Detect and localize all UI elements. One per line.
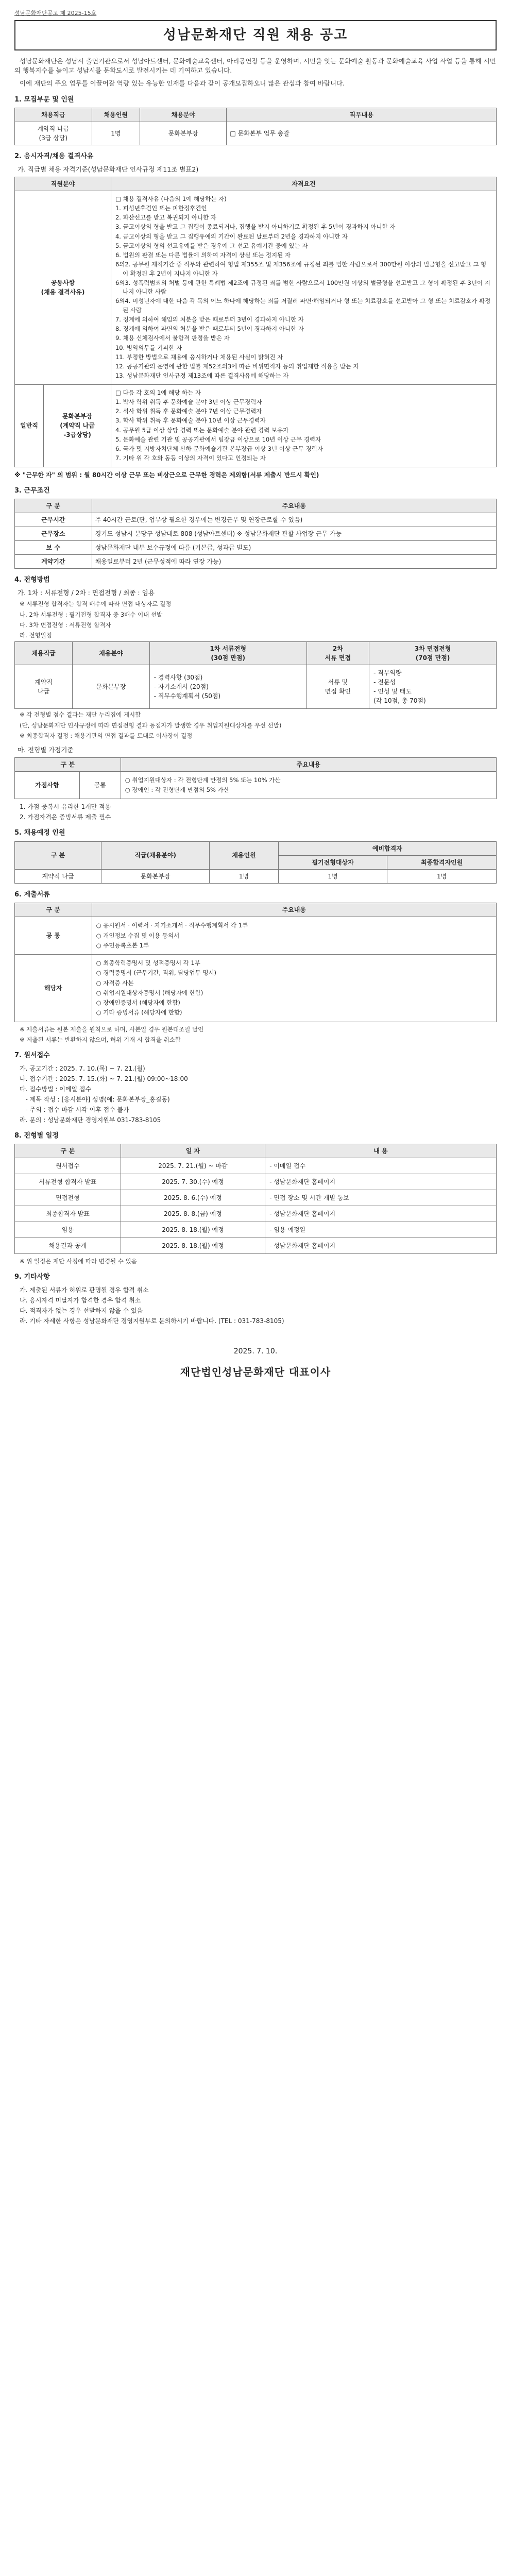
section-title: 5. 채용예정 인원 (14, 829, 65, 837)
table-header: 일 자 (121, 1144, 265, 1158)
schedule-table (14, 1144, 497, 1254)
table-header: 채용분야 (73, 642, 150, 665)
info-line: - 제목 작성 : [응시분야] 성명(예: 문화본부장_홍길동) (20, 1095, 170, 1103)
list-item: ○ 장애인 : 각 전형단계 만점의 5% 가산 (125, 786, 229, 793)
intro-paragraph: 이에 재단의 주요 업무를 이끌어갈 역량 있는 유능한 인재를 다음과 같이 공개모집하오니 많은 관심과 참여 바랍니다. (20, 79, 345, 87)
info-line: 라. 기타 자세한 사항은 성남문화재단 경영지원부로 문의하시기 바랍니다. (TEL : 031-783-8105) (20, 1317, 284, 1325)
info-line: 나. 응시자격 미달자가 합격한 경우 합격 취소 (20, 1296, 141, 1304)
table-header: 직무내용 (227, 108, 497, 122)
note-line: (단, 성남문화재단 인사규정에 따라 면접전형 결과 동점자가 발생한 경우 취업지원대상자를 우선 선발) (20, 721, 282, 729)
section-title: 2. 응시자격/채용 결격사유 (14, 152, 94, 161)
documents-table (14, 903, 497, 1022)
info-line: 다. 적격자가 없는 경우 선발하지 않을 수 있음 (20, 1307, 143, 1314)
table-cell: □ 문화본부 업무 총괄 (227, 122, 497, 145)
info-line: 가. 제출된 서류가 허위로 판명될 경우 합격 취소 (20, 1286, 149, 1294)
section-title: 3. 근무조건 (14, 486, 50, 495)
list-item: 10. 병역의무를 기피한 자 (115, 344, 182, 351)
table-cell: 채용일로부터 2년 (근무성적에 따라 연장 가능) (92, 555, 496, 569)
list-item: 8. 징계에 의하여 파면의 처분을 받은 때로부터 5년이 경과하지 아니한 자 (115, 325, 304, 332)
table-cell: 1명 (278, 869, 387, 883)
table-cell: 근무장소 (15, 527, 92, 541)
table-cell: 면접전형 (15, 1190, 121, 1206)
list-item: ○ 최종학력증명서 및 성적증명서 각 1부 (96, 959, 200, 967)
list-item: 3. 학사 학위 취득 후 문화예술 분야 10년 이상 근무경력자 (115, 417, 266, 425)
list-item: 7. 기타 위 각 호와 동등 이상의 자격이 있다고 인정되는 자 (115, 454, 266, 462)
table-header: 자격요건 (111, 177, 496, 191)
footer-organization: 재단법인성남문화재단 대표이사 (180, 1365, 331, 1378)
requirement-list (115, 388, 492, 463)
table-header: 내 용 (265, 1144, 497, 1158)
list-item: 9. 채용 신체검사에서 불합격 판정을 받은 자 (115, 334, 230, 342)
table-cell: 1명 (210, 869, 278, 883)
note-line: 라. 전형일정 (20, 632, 52, 639)
table-cell: 문화본부장 (73, 665, 150, 709)
list-item: 12. 공공기관의 운영에 관한 법률 제52조의3에 따른 비위면직자 등의 취업제한 적용을 받는 자 (115, 363, 359, 370)
table-cell: 해당자 (15, 955, 92, 1022)
table-cell: 1명 (92, 122, 140, 145)
info-line: 라. 문의 : 성남문화재단 경영지원부 031-783-8105 (20, 1116, 161, 1124)
list-item: 4. 금고이상의 형을 받고 그 집행유예의 기간이 완료된 날로부터 2년을 경과하지 아니한 자 (115, 232, 348, 240)
table-cell: 경기도 성남시 분당구 성남대로 808 (성남아트센터) ※ 성남문화재단 관할 사업장 근무 가능 (92, 527, 496, 541)
table-cell: - 성남문화재단 홈페이지 (265, 1174, 497, 1190)
table-cell: - 경력사항 (30점) - 자기소개서 (20점) - 직무수행계획서 (50점) (149, 665, 306, 709)
note-line: ※ 서류전형 합격자는 합격 배수에 따라 면접 대상자로 결정 (20, 600, 172, 608)
table-header: 구 분 (15, 499, 92, 513)
table-header: 직급(채용분야) (101, 841, 210, 869)
note-line: ※ 각 전형별 점수 결과는 재단 누리집에 게시함 (20, 711, 141, 719)
table-header: 예비합격자 (278, 841, 496, 855)
list-item: ○ 장애인증명서 (해당자에 한함) (96, 999, 180, 1006)
table-cell: 주 40시간 근로(단, 업무상 필요한 경우에는 변경근무 및 연장근로할 수 있음) (92, 513, 496, 527)
note-line: ※ 최종합격자 결정 : 채용기관의 면접 결과를 토대로 이사장이 결정 (20, 732, 193, 739)
list-item: ○ 취업지원대상자증명서 (해당자에 한함) (96, 989, 203, 996)
list-item: ○ 주민등록초본 1부 (96, 941, 149, 949)
conditions-table (14, 499, 497, 569)
table-header: 주요내용 (92, 903, 496, 917)
list-item: □ 다음 각 호의 1에 해당 하는 자 (115, 388, 201, 396)
list-item: ○ 응시원서 · 이력서 · 자기소개서 · 직무수행계획서 각 1부 (96, 922, 248, 929)
note-line: 다. 3차 면접전형 : 서류전형 합격자 (20, 621, 111, 629)
table-header: 1차 서류전형 (30점 만점) (149, 642, 306, 665)
info-line: 나. 접수기간 : 2025. 7. 15.(화) ~ 7. 21.(월) 09:00~18:00 (20, 1075, 188, 1082)
list-item: 5. 금고이상의 형의 선고유예를 받은 경우에 그 선고 유예기간 중에 있는 자 (115, 242, 308, 249)
list-item: 1. 피성년후견인 또는 피한정후견인 (115, 204, 207, 212)
table-header: 직원분야 (15, 177, 111, 191)
table-cell: 문화본부장 (101, 869, 210, 883)
table-header: 구 분 (15, 841, 101, 869)
table-cell: 계약직 나급 (3급 상당) (15, 122, 92, 145)
intro-paragraph: 성남문화재단은 성남시 출연기관으로서 성남아트센터, 문화예술교육센터, 아리공연장 등을 운영하며, 시민을 잇는 문화예술 활동과 문화예술교육 사업 사업 등을 통해 시민의 행복지수를 높이고 성남시를 문화도시로 발전시키는 데 기여하고 있습니다. (14, 57, 496, 75)
table-cell: 서류전형 합격자 발표 (15, 1174, 121, 1190)
table-cell (121, 771, 496, 799)
table-cell: 계약기간 (15, 555, 92, 569)
table-header: 구 분 (15, 757, 121, 771)
note-line: ※ 제출된 서류는 반환하지 않으며, 허위 기재 시 합격을 취소함 (20, 1036, 181, 1043)
section-title: 7. 원서접수 (14, 1052, 50, 1059)
info-line: 가. 공고기간 : 2025. 7. 10.(목) ~ 7. 21.(월) (20, 1064, 145, 1072)
list-item: 6. 법원의 판결 또는 다른 법률에 의하여 자격이 상실 또는 정지된 자 (115, 251, 291, 259)
requirement-list (115, 195, 492, 381)
table-cell: 계약직 나급 (15, 869, 101, 883)
table-cell: 2025. 7. 21.(월) ~ 마감 (121, 1158, 265, 1174)
section-title: 9. 기타사항 (14, 1273, 50, 1281)
table-cell: - 이메일 접수 (265, 1158, 497, 1174)
table-cell: 계약직 나급 (15, 665, 73, 709)
qualification-table (14, 177, 497, 467)
table-cell (92, 917, 496, 955)
table-header: 3차 면접전형 (70점 만점) (369, 642, 497, 665)
table-cell: 채용결과 공개 (15, 1238, 121, 1254)
documents-list (96, 959, 492, 1018)
section-subtitle: 마. 전형별 가점기준 (18, 746, 74, 754)
list-item: 1. 박사 학위 취득 후 문화예술 분야 3년 이상 근무경력자 (115, 398, 262, 405)
table-cell: 공통 (79, 771, 121, 799)
table-cell: 원서접수 (15, 1158, 121, 1174)
list-item: 11. 부정한 방법으로 채용에 응시하거나 채용된 사실이 밝혀진 자 (115, 353, 283, 361)
table-header: 채용직급 (15, 642, 73, 665)
table-cell: - 성남문화재단 홈페이지 (265, 1238, 497, 1254)
list-item: 6. 국가 및 지방자치단체 산하 문화예술기관 본부장급 이상 3년 이상 근무 경력자 (115, 445, 323, 452)
list-item: 3. 금고이상의 형을 받고 그 집행이 종료되거나, 집행을 받지 아니하기로 확정된 후 5년이 경과하지 아니한 자 (115, 223, 396, 231)
list-item: □ 채용 결격사유 (다음의 1에 해당하는 자) (115, 195, 227, 202)
table-cell: 공통사항 (채용 결격사유) (15, 191, 111, 384)
table-cell: 1명 (387, 869, 497, 883)
list-item: 7. 징계에 의하여 해임의 처분을 받은 때로부터 3년이 경과하지 아니한 자 (115, 315, 304, 323)
note-line: 나. 2차 서류전형 : 필기전형 합격자 중 3배수 이내 선발 (20, 611, 163, 618)
table-header: 채용분야 (140, 108, 227, 122)
bonus-table (14, 757, 497, 800)
title-box (14, 20, 497, 50)
section-subtitle: 가. 1차 : 서류전형 / 2차 : 면접전형 / 최종 : 임용 (18, 588, 155, 597)
table-cell: 성남문화재단 내부 보수규정에 따름 (기본급, 성과급 별도) (92, 541, 496, 555)
warning-note: ※ "근무한 자" 의 범위 : 월 80시간 이상 근무 또는 비상근으로 근무한 경력은 제외함(서류 제출시 반드시 확인) (14, 471, 319, 479)
list-item: ○ 경력증명서 (근무기간, 직위, 담당업무 명시) (96, 969, 217, 977)
table-header: 채용직급 (15, 108, 92, 122)
table-cell (111, 384, 496, 467)
note-line: ※ 위 일정은 재단 사정에 따라 변경될 수 있음 (20, 1258, 137, 1265)
recruit-table (14, 108, 497, 145)
list-item: 6의4. 미성년자에 대한 다음 각 목의 어느 하나에 해당하는 죄를 저질러 파면·해임되거나 형 또는 치료감호를 선고받아 그 형 또는 치료감호가 확정된 사람 (115, 297, 491, 314)
list-item: ○ 취업지원대상자 : 각 전형단계 만점의 5% 또는 10% 가산 (125, 776, 281, 784)
table-header: 구 분 (15, 903, 92, 917)
list-item: 6의3. 성폭력범죄의 처벌 등에 관한 특례법 제2조에 규정된 죄를 범한 사람으로서 100만원 이상의 벌금형을 선고받고 그 형이 확정된 후 3년이 지나지 아니한 사람 (115, 279, 490, 295)
section-title: 1. 모집부문 및 인원 (14, 95, 74, 104)
list-item: 2. 석사 학위 취득 후 문화예술 분야 7년 이상 근무경력자 (115, 408, 262, 415)
table-cell: 2025. 8. 8.(금) 예정 (121, 1206, 265, 1222)
list-item: 13. 성남문화재단 인사규정 제13조에 따른 결격사유에 해당하는 자 (115, 372, 289, 380)
table-header: 최종합격자인원 (387, 855, 497, 869)
list-item: ○ 개인정보 수집 및 이용 동의서 (96, 931, 180, 939)
table-cell: 문화본부장 (140, 122, 227, 145)
bonus-list (125, 776, 492, 795)
table-cell (92, 955, 496, 1022)
table-header: 주요내용 (121, 757, 496, 771)
table-cell: 2025. 8. 18.(월) 예정 (121, 1238, 265, 1254)
footer-date: 2025. 7. 10. (233, 1347, 278, 1355)
table-cell: 2025. 8. 18.(월) 예정 (121, 1222, 265, 1238)
documents-list (96, 921, 492, 950)
table-header: 주요내용 (92, 499, 496, 513)
table-cell: - 성남문화재단 홈페이지 (265, 1206, 497, 1222)
list-item: 5. 문화예술 관련 기관 및 공공기관에서 팀장급 이상으로 10년 이상 근무 경력자 (115, 435, 321, 443)
table-header: 필기전형대상자 (278, 855, 387, 869)
note-line: 1. 가점 중복시 유리한 1개만 적용 (20, 803, 111, 811)
list-item: ○ 자격증 사본 (96, 979, 134, 987)
list-item: 2. 파산선고를 받고 복권되지 아니한 자 (115, 214, 216, 221)
list-item: 6의2. 공무원 재직기간 중 직무와 관련하여 형법 제355조 및 제356조에 규정된 죄를 범한 사람으로서 300만원 이상의 벌금형을 선고받고 그 형이 확정된 후 2년이 지나지 아니한 자 (115, 261, 487, 277)
table-cell: - 직무역량 - 전문성 - 인성 및 태도 (각 10점, 총 70점) (369, 665, 497, 709)
table-cell: 임용 (15, 1222, 121, 1238)
table-cell: 서류 및 면접 확인 (306, 665, 369, 709)
table-cell: 공 통 (15, 917, 92, 955)
info-line: - 주의 : 접수 마감 시각 이후 접수 불가 (20, 1106, 129, 1113)
table-cell: - 면접 장소 및 시간 개별 통보 (265, 1190, 497, 1206)
hiring-count-table (14, 841, 497, 884)
table-header: 2차 서류 면접 (306, 642, 369, 665)
page-title: 성남문화재단 직원 채용 공고 (163, 27, 348, 43)
table-header: 채용인원 (92, 108, 140, 122)
table-cell: - 임용 예정일 (265, 1222, 497, 1238)
table-cell: 근무시간 (15, 513, 92, 527)
notice-number: 성남문화재단공고 제 2025-15호 (14, 10, 97, 16)
section-title: 6. 제출서류 (14, 890, 50, 899)
table-cell: 2025. 8. 6.(수) 예정 (121, 1190, 265, 1206)
table-header: 채용인원 (210, 841, 278, 869)
note-line: ※ 제출서류는 원본 제출을 원칙으로 하며, 사본일 경우 원본대조필 날인 (20, 1025, 204, 1033)
table-cell: 일반직 (15, 384, 44, 467)
list-item: ○ 기타 증빙서류 (해당자에 한함) (96, 1009, 182, 1016)
list-item: 4. 공무원 5급 이상 상당 경력 또는 문화예술 분야 관련 경력 보유자 (115, 426, 289, 434)
section-title: 4. 전형방법 (14, 576, 50, 584)
table-cell: 문화본부장 (계약직 나급 -3급상당) (44, 384, 111, 467)
table-cell: 보 수 (15, 541, 92, 555)
table-cell: 최종합격자 발표 (15, 1206, 121, 1222)
note-line: 2. 가점자격은 증빙서류 제출 필수 (20, 814, 111, 821)
section-title: 8. 전형별 일정 (14, 1131, 59, 1140)
selection-table (14, 641, 497, 709)
table-cell: 2025. 7. 30.(수) 예정 (121, 1174, 265, 1190)
table-header: 구 분 (15, 1144, 121, 1158)
section-subtitle: 가. 직급별 채용 자격기준(성남문화재단 인사규정 제11조 별표2) (18, 165, 199, 173)
table-cell: 가점사항 (15, 771, 80, 799)
table-cell (111, 191, 496, 384)
info-line: 다. 접수방법 : 이메일 접수 (20, 1085, 92, 1093)
